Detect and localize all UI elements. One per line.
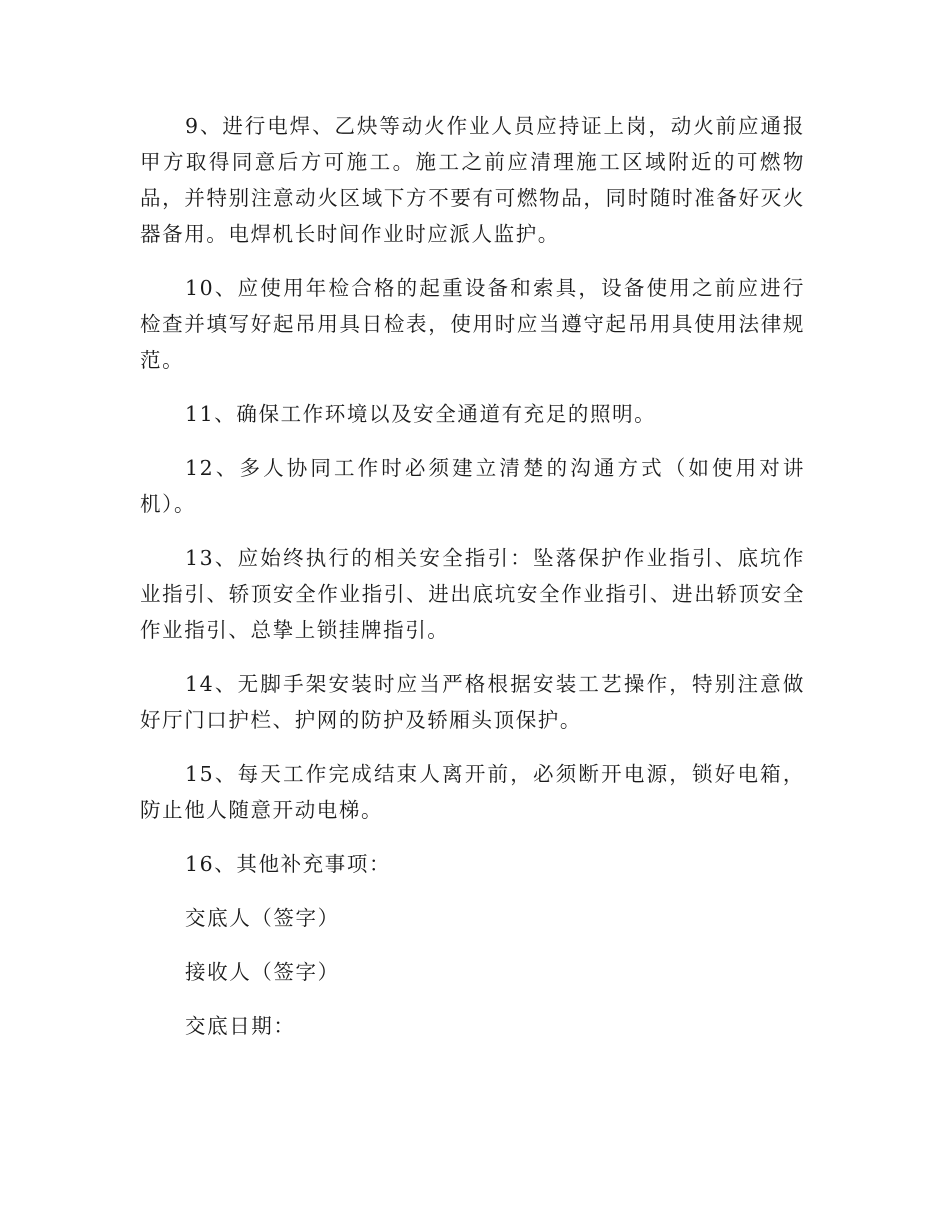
paragraph-item-16: 16、其他补充事项： (185, 852, 392, 876)
paragraph-item-15: 15、每天工作完成结束人离开前，必须断开电源，锁好电箱，防止他人随意开动电梯。 (140, 762, 805, 822)
signer-line: 交底人（签字） (185, 906, 340, 930)
paragraph-item-10: 10、应使用年检合格的起重设备和索具，设备使用之前应进行检查并填写好起吊用具日检表，使用时应当遵守起吊用具使用法律规范。 (140, 276, 805, 372)
receiver-line: 接收人（签字） (185, 960, 340, 984)
paragraph-item-14: 14、无脚手架安装时应当严格根据安装工艺操作，特别注意做好厅门口护栏、护网的防护及轿厢头顶保护。 (140, 672, 805, 732)
paragraph-item-13: 13、应始终执行的相关安全指引：坠落保护作业指引、底坑作业指引、轿顶安全作业指引、进出底坑安全作业指引、进出轿顶安全作业指引、总挚上锁挂牌指引。 (140, 546, 805, 642)
paragraph-item-9: 9、进行电焊、乙炔等动火作业人员应持证上岗，动火前应通报甲方取得同意后方可施工。施工之前应清理施工区域附近的可燃物品，并特别注意动火区域下方不要有可燃物品，同时随时准备好灭火器备用。电焊机长时间作业时应派人监护。 (140, 114, 805, 246)
date-line: 交底日期： (185, 1014, 296, 1038)
document-body (140, 108, 805, 1062)
paragraph-item-12: 12、多人协同工作时必须建立清楚的沟通方式（如使用对讲机）。 (140, 456, 805, 516)
paragraph-item-11: 11、确保工作环境以及安全通道有充足的照明。 (185, 402, 657, 426)
